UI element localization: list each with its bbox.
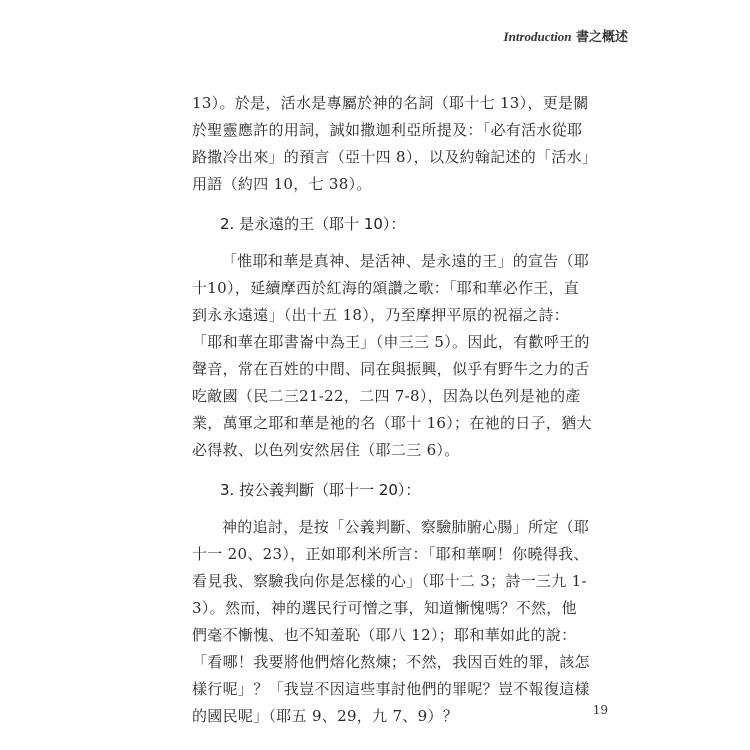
page-number: 19 xyxy=(592,703,608,717)
running-header-chinese: 書之概述 xyxy=(571,30,628,45)
section-heading-2: 2. 是永遠的王（耶十 10）： xyxy=(220,215,406,233)
running-header xyxy=(504,26,628,45)
body-paragraph-3: 神的追討，是按「公義判斷、察驗肺腑心腸」所定（耶十一 20、23），正如耶利米所言：「耶和華啊！你曉得我、看見我、察驗我向你是怎樣的心」（耶十二 3；詩一三九 1-3）。然而，神的選民行可憎之事，知道慚愧嗎？不然，他們毫不慚愧、也不知羞恥（耶八 12）；耶和華如此的說：「看哪！我要將他們熔化熬煉；不然，我因百姓的罪，該怎樣行呢」？「我豈不因這些事討他們的罪呢？豈不報復這樣的國民呢」（耶五 9、29，九 7、9）？ xyxy=(192,518,590,725)
section-heading-3: 3. 按公義判斷（耶十一 20）： xyxy=(220,481,421,499)
page-body xyxy=(192,90,592,730)
body-paragraph-1: 13）。於是，活水是專屬於神的名詞（耶十七 13），更是關於聖靈應許的用詞，誠如撒迦利亞所提及：「必有活水從耶路撒冷出來」的預言（亞十四 8），以及約翰記述的「活水」用語（約四 10，七 38）。 xyxy=(192,94,590,193)
running-header-latin: Introduction xyxy=(503,29,572,44)
body-paragraph-2: 「惟耶和華是真神、是活神、是永遠的王」的宣告（耶十10），延續摩西於紅海的頌讚之歌：「耶和華必作王，直到永永遠遠」（出十五 18），乃至摩押平原的祝福之詩：「耶和華在耶書崙中為王」（申三三 5）。因此，有歡呼王的聲音，常在百姓的中間、同在與振興，似乎有野牛之力的舌吃敵國（民二三21-22，二四 7-8），因為以色列是祂的產業，萬軍之耶和華是祂的名（耶十 16）；在祂的日子，猶大必得救、以色列安然居住（耶二三 6）。 xyxy=(192,252,592,459)
